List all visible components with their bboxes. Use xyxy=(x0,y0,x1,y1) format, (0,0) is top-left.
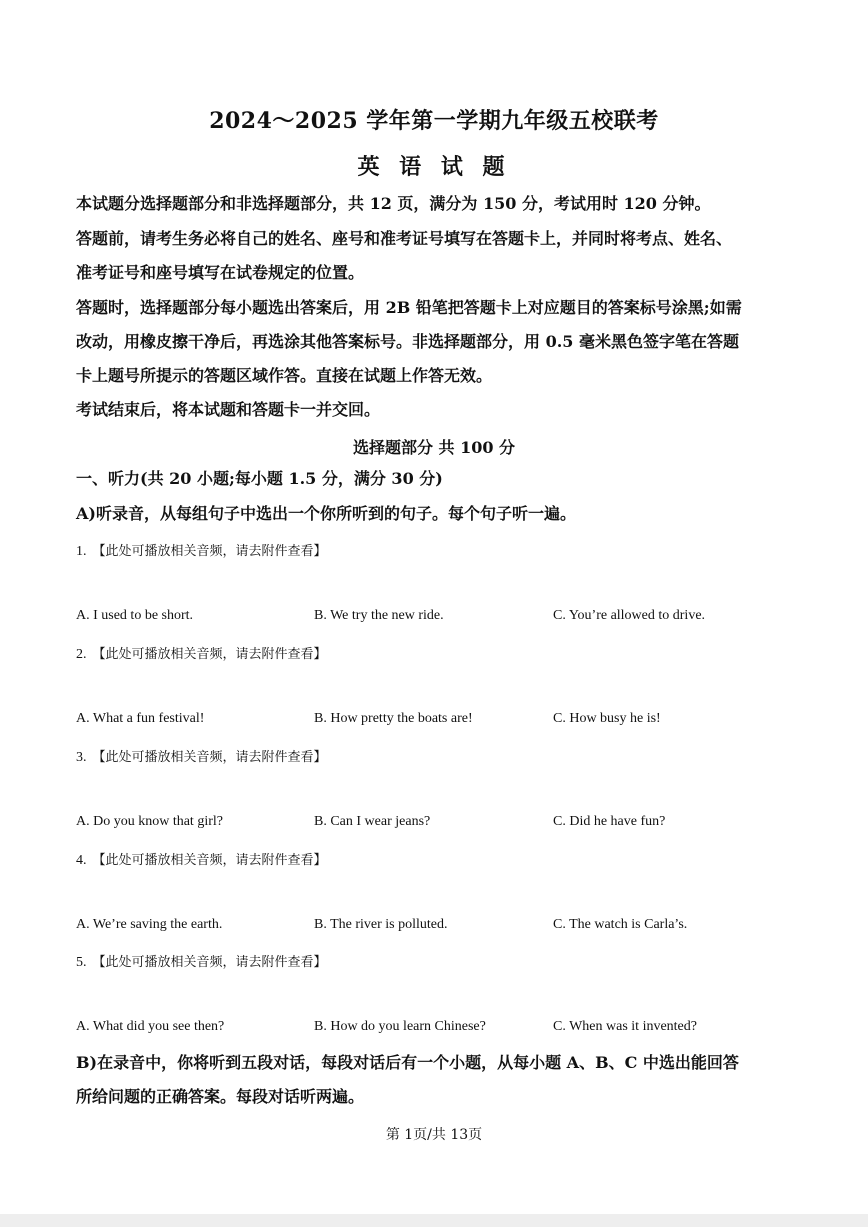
question-3-audio[interactable] xyxy=(76,746,327,766)
question-1-option-a: A. I used to be short. xyxy=(76,608,194,623)
question-5-audio[interactable] xyxy=(76,951,327,971)
question-number: 1. xyxy=(76,544,87,559)
question-3-option-b: B. Can I wear jeans? xyxy=(314,814,431,829)
question-4-audio[interactable] xyxy=(76,849,327,869)
question-5-option-a: A. What did you see then? xyxy=(76,1019,225,1034)
question-1-option-c: C. You’re allowed to drive. xyxy=(553,608,706,623)
exam-subtitle: 英 语 试 题 xyxy=(357,154,511,180)
question-number: 4. xyxy=(76,853,87,868)
part-b-heading-cont: 所给问题的正确答案。每段对话听两遍。 xyxy=(76,1087,365,1106)
part-one-heading: 一、听力(共 20 小题;每小题 1.5 分，满分 30 分) xyxy=(76,469,443,488)
audio-note: 【此处可播放相关音频，请去附件查看】 xyxy=(92,955,327,970)
audio-note: 【此处可播放相关音频，请去附件查看】 xyxy=(92,750,327,765)
question-number: 3. xyxy=(76,750,87,765)
instruction-line: 答题时，选择题部分每小题选出答案后，用 2B 铅笔把答题卡上对应题目的答案标号涂黑;如需 xyxy=(76,298,742,317)
question-2-audio[interactable] xyxy=(76,643,327,663)
audio-note: 【此处可播放相关音频，请去附件查看】 xyxy=(92,544,327,559)
part-a-heading: A)听录音，从每组句子中选出一个你所听到的句子。每个句子听一遍。 xyxy=(76,504,576,523)
page-bottom-edge xyxy=(0,1214,868,1227)
audio-note: 【此处可播放相关音频，请去附件查看】 xyxy=(92,647,327,662)
instruction-line: 本试题分选择题部分和非选择题部分，共 12 页，满分为 150 分，考试用时 120 分钟。 xyxy=(76,194,711,213)
question-2-option-a: A. What a fun festival! xyxy=(76,711,205,726)
question-4-option-c: C. The watch is Carla’s. xyxy=(553,917,688,932)
question-4-option-a: A. We’re saving the earth. xyxy=(76,917,223,932)
instruction-line: 考试结束后，将本试题和答题卡一并交回。 xyxy=(76,400,381,419)
section-title: 选择题部分 共 100 分 xyxy=(352,438,516,457)
instruction-line: 卡上题号所提示的答题区域作答。直接在试题上作答无效。 xyxy=(76,366,493,385)
question-3-option-c: C. Did he have fun? xyxy=(553,814,666,829)
exam-title: 2024～2025 学年第一学期九年级五校联考 xyxy=(209,108,659,134)
question-4-option-b: B. The river is polluted. xyxy=(314,917,448,932)
question-number: 2. xyxy=(76,647,87,662)
question-2-option-b: B. How pretty the boats are! xyxy=(314,711,473,726)
question-5-option-c: C. When was it invented? xyxy=(553,1019,697,1034)
page-footer: 第 1页/共 13页 xyxy=(385,1127,483,1143)
instruction-line: 改动，用橡皮擦干净后，再选涂其他答案标号。非选择题部分，用 0.5 毫米黑色签字笔在答题 xyxy=(76,332,739,351)
question-1-option-b: B. We try the new ride. xyxy=(314,608,444,623)
part-b-heading: B)在录音中，你将听到五段对话，每段对话后有一个小题，从每小题 A、B、C 中选出能回答 xyxy=(76,1053,739,1072)
instruction-line: 答题前，请考生务必将自己的姓名、座号和准考证号填写在答题卡上，并同时将考点、姓名、 xyxy=(76,229,733,248)
instruction-line: 准考证号和座号填写在试卷规定的位置。 xyxy=(76,263,365,282)
question-number: 5. xyxy=(76,955,87,970)
question-3-option-a: A. Do you know that girl? xyxy=(76,814,223,829)
question-2-option-c: C. How busy he is! xyxy=(553,711,661,726)
question-5-option-b: B. How do you learn Chinese? xyxy=(314,1019,486,1034)
audio-note: 【此处可播放相关音频，请去附件查看】 xyxy=(92,853,327,868)
question-1-audio[interactable] xyxy=(76,540,327,560)
